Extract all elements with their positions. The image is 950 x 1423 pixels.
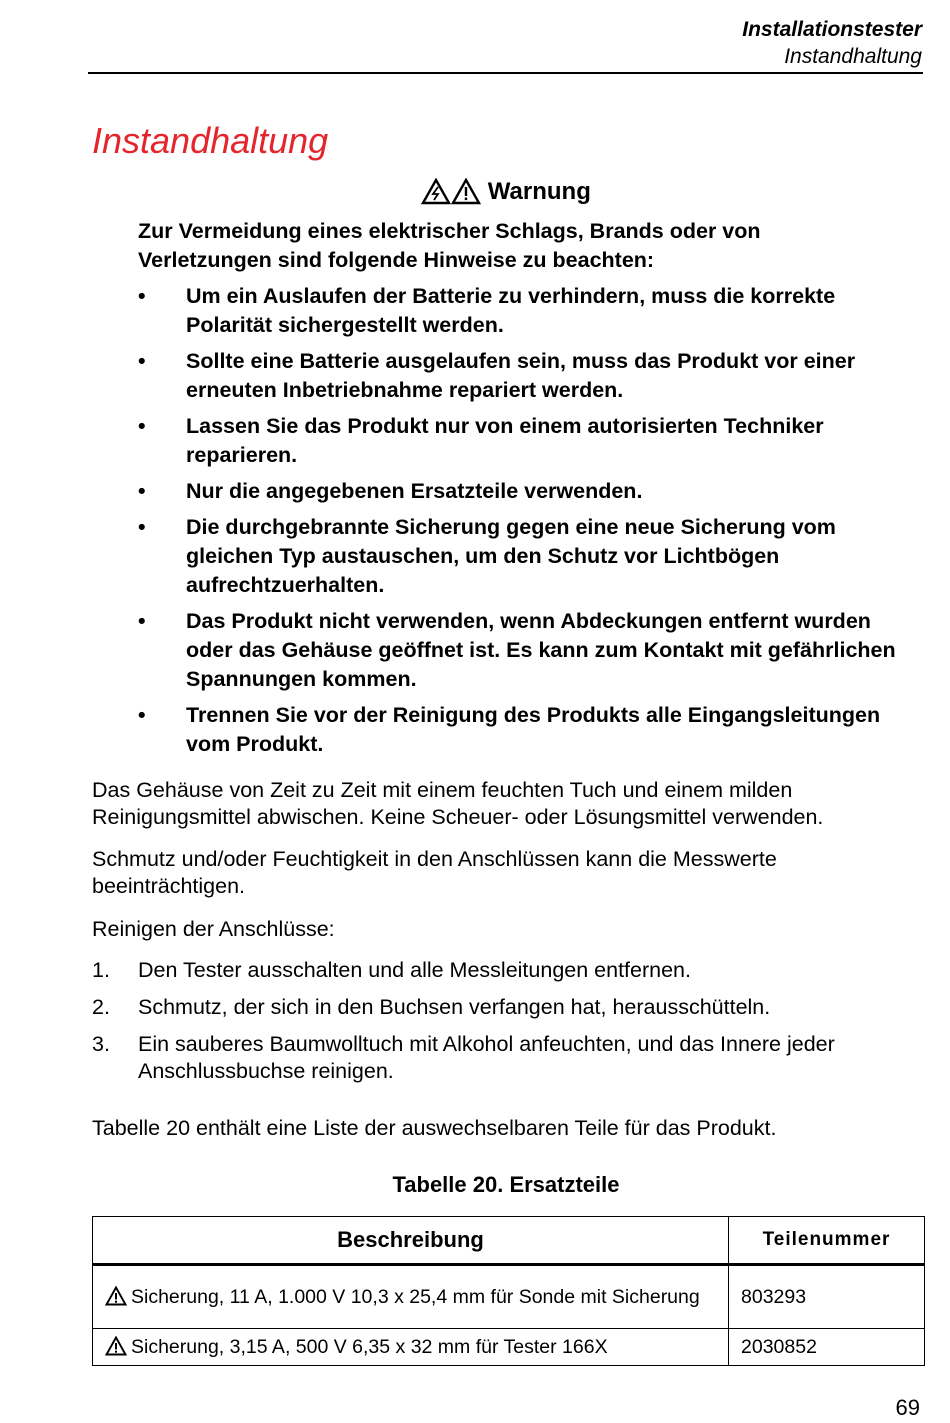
page-number: 69: [895, 1395, 920, 1420]
cleaning-steps: [92, 957, 912, 1095]
warning-item: • Trennen Sie vor der Reinigung des Produkts alle Eingangsleitungen vom Produkt.: [138, 703, 881, 756]
warning-item: • Lassen Sie das Produkt nur von einem autorisierten Techniker reparieren.: [138, 414, 824, 467]
warning-item: • Um ein Auslaufen der Batterie zu verhindern, muss die korrekte Polarität sichergestellt werden.: [138, 284, 836, 337]
warning-item: • Das Produkt nicht verwenden, wenn Abdeckungen entfernt wurden oder das Gehäuse geöffnet ist. Es kann zum Kontakt mit gefährlichen Spannungen kommen.: [138, 609, 896, 691]
warning-item: • Nur die angegebenen Ersatzteile verwenden.: [138, 477, 898, 506]
caution-warning-icon: [105, 1286, 127, 1306]
part-number-cell: 2030852: [729, 1329, 925, 1366]
step-item: 3. Ein sauberes Baumwolltuch mit Alkohol anfeuchten, und das Innere jeder Anschlussbuchse reinigen.: [92, 1032, 835, 1083]
warning-item: • Die durchgebrannte Sicherung gegen eine neue Sicherung vom gleichen Typ austauschen, um den Schutz vor Lichtbögen aufrechtzuerhalten.: [138, 515, 836, 597]
header-rule: [88, 72, 923, 74]
paragraph-cleaning-terminals: Reinigen der Anschlüsse:: [92, 917, 335, 941]
column-header-part-number: Teilenummer: [729, 1217, 925, 1265]
section-title: Instandhaltung: [92, 120, 329, 161]
document-title: Installationstester: [742, 18, 922, 41]
warning-item: • Sollte eine Batterie ausgelaufen sein, muss das Produkt vor einer erneuten Inbetriebnahme repariert werden.: [138, 349, 856, 402]
description-cell: Sicherung, 11 A, 1.000 V 10,3 x 25,4 mm für Sonde mit Sicherung: [93, 1265, 729, 1329]
bullet-icon: •: [138, 703, 146, 727]
table-title: Tabelle 20. Ersatzteile: [392, 1172, 620, 1197]
bullet-icon: •: [138, 349, 146, 373]
running-header: [742, 16, 922, 70]
column-header-description: Beschreibung: [93, 1217, 729, 1265]
paragraph-table-reference: Tabelle 20 enthält eine Liste der auswechselbaren Teile für das Produkt.: [92, 1116, 777, 1140]
caution-warning-icon: [105, 1336, 127, 1356]
parts-table: [92, 1216, 925, 1366]
paragraph-dirt-moisture: Schmutz und/oder Feuchtigkeit in den Anschlüssen kann die Messwerte beeinträchtigen.: [92, 847, 777, 898]
warning-list: [138, 282, 898, 759]
warning-intro: Zur Vermeidung eines elektrischer Schlags, Brands oder von Verletzungen sind folgende Hinweise zu beachten:: [138, 219, 761, 272]
table-row: [93, 1329, 925, 1366]
chapter-title: Instandhaltung: [784, 45, 922, 68]
bullet-icon: •: [138, 515, 146, 539]
warning-heading-label: Warnung: [487, 178, 591, 205]
description-cell: Sicherung, 3,15 A, 500 V 6,35 x 32 mm für Tester 166X: [93, 1329, 729, 1366]
warning-heading: [0, 178, 950, 206]
table-row: [93, 1265, 925, 1329]
part-number-cell: 803293: [729, 1265, 925, 1329]
warning-block: [138, 217, 898, 766]
step-item: 1. Den Tester ausschalten und alle Messleitungen entfernen.: [92, 958, 691, 982]
bullet-icon: •: [138, 609, 146, 633]
bullet-icon: •: [138, 479, 146, 503]
caution-warning-icon: [451, 178, 481, 205]
electric-shock-warning-icon: [421, 178, 451, 205]
table-header-row: [93, 1217, 925, 1265]
paragraph-cleaning-housing: Das Gehäuse von Zeit zu Zeit mit einem feuchten Tuch und einem milden Reinigungsmittel abwischen. Keine Scheuer- oder Lösungsmittel verwenden.: [92, 778, 824, 829]
bullet-icon: •: [138, 414, 146, 438]
step-item: 2. Schmutz, der sich in den Buchsen verfangen hat, herausschütteln.: [92, 995, 771, 1019]
bullet-icon: •: [138, 284, 146, 308]
